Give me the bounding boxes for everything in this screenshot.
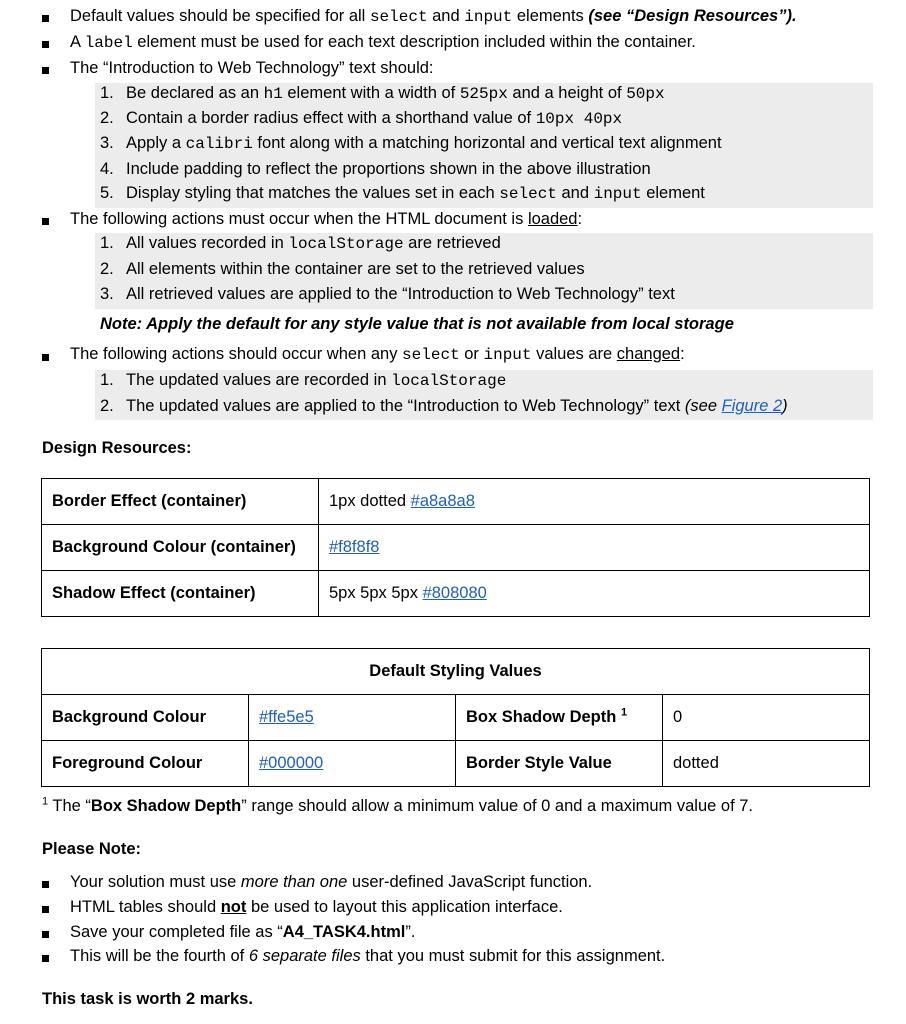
bullet-marker (42, 906, 49, 913)
bullet-marker (42, 931, 49, 938)
default-styling-table (41, 648, 870, 787)
table-cell-value: 1px dotted #a8a8a8 (319, 479, 870, 525)
footnote: $^1$ The “Box Shadow Depth” range should allow a minimum value of 0 and a maximum value of 7. (42, 795, 754, 815)
load-note: Note: Apply the default for any style value that is not available from local storage (100, 315, 734, 333)
marks-statement: This task is worth 2 marks. (42, 990, 253, 1008)
requirement-label-element: A label element must be used for each text description included within the container. (70, 33, 696, 52)
table-row (42, 571, 870, 617)
table-cell-label: Background Colour (container) (42, 525, 319, 571)
sub-item: 2. Contain a border radius effect with a shorthand value of 10px 40px (100, 109, 623, 128)
bullet-marker (42, 67, 49, 74)
bullet-marker (42, 881, 49, 888)
table-cell-label: Shadow Effect (container) (42, 571, 319, 617)
table-title: Default Styling Values (42, 649, 870, 695)
table-cell-label: Background Colour (42, 695, 249, 741)
color-link[interactable]: #ffe5e5 (259, 708, 314, 726)
sub-item: 5. Display styling that matches the values set in each select and input element (100, 184, 705, 203)
table-cell-label: Border Effect (container) (42, 479, 319, 525)
design-resources-heading: Design Resources: (42, 439, 192, 457)
table-cell-value (249, 741, 456, 787)
requirement-on-change: The following actions should occur when any select or input values are changed: (70, 345, 685, 364)
note-item: Your solution must use more than one user-defined JavaScript function. (70, 873, 593, 891)
requirement-on-load: The following actions must occur when the HTML document is loaded: (70, 210, 583, 228)
container-style-table (41, 478, 870, 617)
table-cell-value: 5px 5px 5px #808080 (319, 571, 870, 617)
sub-item: 1. The updated values are recorded in localStorage (100, 371, 507, 390)
table-cell-value (249, 695, 456, 741)
table-cell-label: Box Shadow Depth $^1$ (456, 695, 663, 741)
note-item: Save your completed file as “A4_TASK4.html”. (70, 923, 416, 941)
table-cell-value: 0 (663, 695, 870, 741)
color-link[interactable]: #f8f8f8 (329, 538, 380, 556)
color-link[interactable]: #a8a8a8 (410, 492, 475, 510)
sub-item: 3. All retrieved values are applied to the “Introduction to Web Technology” text (100, 285, 675, 303)
table-cell-value: dotted (663, 741, 870, 787)
table-row (42, 695, 870, 741)
footnote-marker: 1 (620, 706, 628, 719)
table-cell-label: Foreground Colour (42, 741, 249, 787)
table-row (42, 479, 870, 525)
sub-item: 2. All elements within the container are set to the retrieved values (100, 260, 585, 278)
table-cell-label: Border Style Value (456, 741, 663, 787)
please-note-heading: Please Note: (42, 840, 142, 858)
bullet-marker (42, 218, 49, 225)
sub-item: 1. All values recorded in localStorage are retrieved (100, 234, 501, 253)
table-row (42, 649, 870, 695)
bullet-marker (42, 354, 49, 361)
sub-item: 4. Include padding to reflect the proportions shown in the above illustration (100, 160, 651, 178)
color-link[interactable]: #000000 (259, 754, 324, 772)
sub-item: 3. Apply a calibri font along with a matching horizontal and vertical text alignment (100, 134, 722, 153)
note-item: This will be the fourth of 6 separate files that you must submit for this assignment. (70, 947, 666, 965)
sub-item: 1. Be declared as an h1 element with a width of 525px and a height of 50px (100, 84, 665, 103)
requirement-default-values: Default values should be specified for all select and input elements (see “Design Resources”). (70, 7, 797, 26)
table-cell-value (319, 525, 870, 571)
table-row (42, 741, 870, 787)
footnote-marker: 1 (42, 795, 49, 808)
sub-item: 2. The updated values are applied to the “Introduction to Web Technology” text (see Figure 2) (100, 397, 788, 415)
figure-2-link[interactable]: Figure 2 (721, 397, 783, 415)
bullet-marker (42, 15, 49, 22)
color-link[interactable]: #808080 (422, 584, 487, 602)
bullet-marker (42, 955, 49, 962)
bullet-marker (42, 41, 49, 48)
note-item: HTML tables should not be used to layout this application interface. (70, 898, 563, 916)
table-row (42, 525, 870, 571)
requirement-heading-text: The “Introduction to Web Technology” text should: (70, 59, 434, 77)
